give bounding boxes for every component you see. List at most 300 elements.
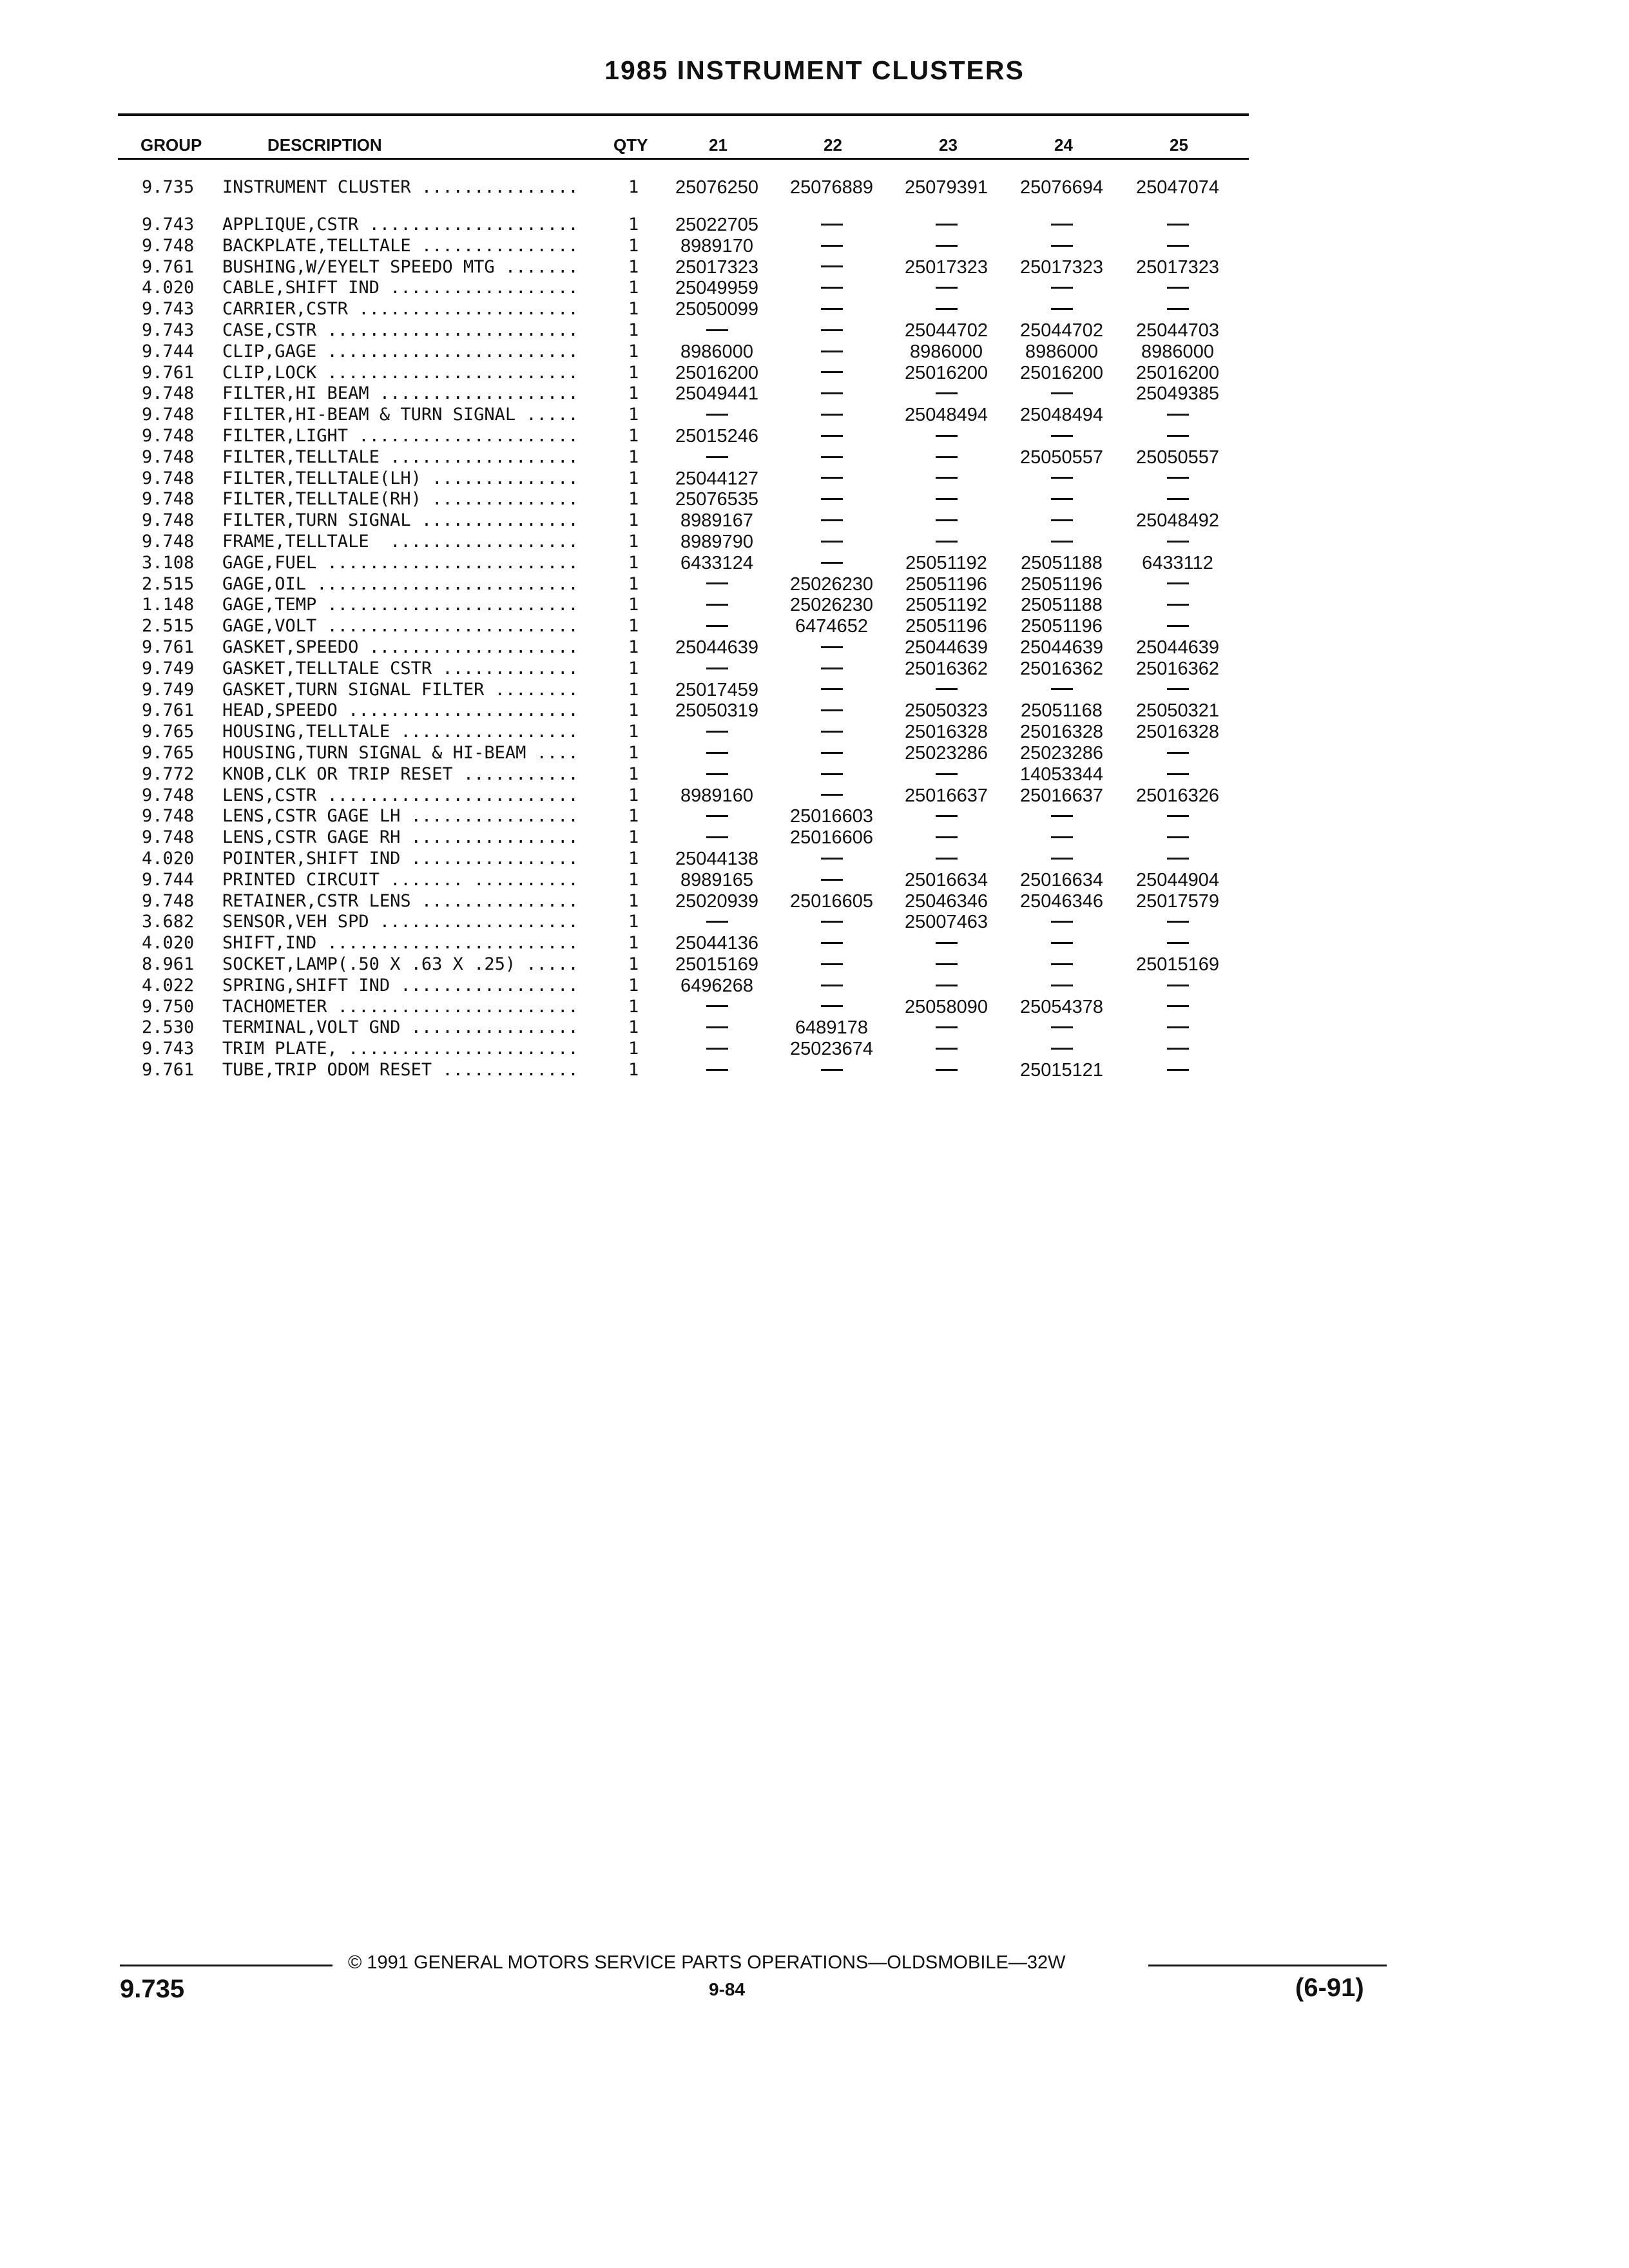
part-col-23 (890, 827, 1003, 848)
row-description: CASE,CSTR ........................ (222, 320, 579, 340)
row-description: PRINTED CIRCUIT ....... .......... (222, 869, 579, 890)
row-description: GASKET,TELLTALE CSTR ............. (222, 658, 579, 678)
no-part-dash (936, 456, 958, 458)
no-part-dash (706, 668, 728, 669)
part-col-24: 25023286 (1019, 743, 1104, 764)
no-part-dash (936, 1026, 958, 1028)
row-group: 9.749 (142, 679, 195, 700)
part-col-21: 8989170 (680, 235, 753, 256)
row-qty: 1 (628, 912, 639, 932)
part-col-23 (890, 383, 1003, 404)
part-col-25: 25016200 (1135, 362, 1220, 383)
part-col-24: 25050557 (1019, 447, 1104, 468)
part-col-25 (1121, 1039, 1234, 1059)
no-part-dash (936, 541, 958, 543)
row-group: 9.743 (142, 1039, 195, 1059)
part-col-21: 25022705 (675, 215, 759, 235)
part-col-21: 6433124 (680, 552, 753, 573)
part-col-25 (1121, 299, 1234, 320)
part-col-21: 25044138 (675, 849, 759, 869)
row-description: CLIP,LOCK ........................ (222, 362, 579, 383)
part-col-25: 25016362 (1135, 658, 1220, 679)
row-group: 4.020 (142, 849, 195, 869)
row-qty: 1 (628, 468, 639, 488)
col-header-description: DESCRIPTION (267, 135, 382, 155)
row-description: HEAD,SPEEDO ...................... (222, 700, 579, 721)
part-col-23: 25016200 (904, 362, 988, 383)
page-title: 1985 INSTRUMENT CLUSTERS (604, 55, 1025, 85)
no-part-dash (821, 858, 843, 860)
part-col-24: 25044702 (1019, 320, 1104, 341)
part-col-23 (890, 215, 1003, 235)
part-col-22: 6474652 (795, 616, 868, 637)
part-col-24: 25016200 (1019, 362, 1104, 383)
no-part-dash (821, 709, 843, 711)
no-part-dash (936, 477, 958, 479)
part-col-21 (660, 806, 773, 827)
part-col-22 (775, 447, 888, 468)
row-description: FILTER,TELLTALE(LH) .............. (222, 468, 579, 488)
no-part-dash (1051, 392, 1073, 394)
row-qty: 1 (628, 383, 639, 404)
row-qty: 1 (628, 700, 639, 721)
part-col-25 (1121, 278, 1234, 298)
row-description: FILTER,HI-BEAM & TURN SIGNAL ..... (222, 405, 579, 425)
part-col-23 (890, 532, 1003, 552)
no-part-dash (706, 456, 728, 458)
no-part-dash (1167, 1005, 1189, 1007)
col-header-group: GROUP (140, 135, 202, 155)
row-group: 9.743 (142, 299, 195, 320)
part-col-25: 25044904 (1135, 869, 1220, 890)
no-part-dash (821, 879, 843, 881)
part-col-25 (1121, 975, 1234, 996)
col-header-22: 22 (824, 135, 842, 155)
row-description: POINTER,SHIFT IND ................ (222, 849, 579, 869)
row-group: 9.761 (142, 362, 195, 383)
row-group: 3.108 (142, 552, 195, 573)
row-qty: 1 (628, 996, 639, 1017)
part-col-22: 25026230 (789, 573, 874, 595)
part-col-23: 25051196 (905, 573, 987, 595)
part-col-21 (660, 616, 773, 637)
no-part-dash (1051, 942, 1073, 944)
no-part-dash (1167, 435, 1189, 437)
footer-group-number: 9.735 (120, 1975, 185, 2003)
no-part-dash (1167, 858, 1189, 860)
part-col-24: 25051196 (1021, 573, 1103, 595)
part-col-23: 25058090 (904, 996, 988, 1017)
row-description: RETAINER,CSTR LENS ............... (222, 890, 579, 911)
row-qty: 1 (628, 616, 639, 637)
no-part-dash (1167, 942, 1189, 944)
part-col-23 (890, 933, 1003, 954)
row-group: 3.682 (142, 912, 195, 932)
part-col-25 (1121, 215, 1234, 235)
no-part-dash (706, 836, 728, 838)
part-col-22 (775, 680, 888, 700)
row-qty: 1 (628, 405, 639, 425)
part-col-24: 25076694 (1019, 177, 1104, 198)
no-part-dash (936, 773, 958, 775)
no-part-dash (1051, 688, 1073, 690)
part-col-23 (890, 764, 1003, 785)
part-col-25: 25047074 (1135, 177, 1220, 198)
no-part-dash (936, 1069, 958, 1071)
part-col-21: 8989167 (680, 510, 753, 532)
row-group: 2.515 (142, 573, 195, 594)
part-col-25 (1121, 764, 1234, 785)
no-part-dash (936, 224, 958, 226)
part-col-23 (890, 954, 1003, 975)
part-col-25: 25017323 (1135, 256, 1220, 278)
part-col-24 (1005, 215, 1118, 235)
row-description: HOUSING,TELLTALE ................. (222, 722, 579, 742)
part-col-24 (1005, 426, 1118, 447)
row-group: 4.022 (142, 975, 195, 995)
no-part-dash (1051, 308, 1073, 310)
part-col-22 (775, 426, 888, 447)
row-group: 9.748 (142, 827, 195, 848)
no-part-dash (1051, 519, 1073, 521)
part-col-25: 25050321 (1135, 700, 1220, 722)
no-part-dash (1167, 541, 1189, 543)
part-col-24: 25016634 (1019, 869, 1104, 890)
no-part-dash (821, 773, 843, 775)
row-group: 9.748 (142, 405, 195, 425)
no-part-dash (821, 498, 843, 500)
part-col-24 (1005, 912, 1118, 932)
part-col-22 (775, 553, 888, 573)
part-col-25: 25044703 (1135, 320, 1220, 341)
row-qty: 1 (628, 869, 639, 890)
part-col-23 (890, 1017, 1003, 1038)
part-col-22 (775, 257, 888, 278)
part-col-25: 25015169 (1135, 954, 1220, 975)
part-col-21 (660, 405, 773, 425)
part-col-24 (1005, 849, 1118, 869)
row-qty: 1 (628, 1060, 639, 1080)
part-col-23: 25044702 (904, 320, 988, 341)
row-group: 4.020 (142, 278, 195, 298)
row-group: 9.748 (142, 426, 195, 446)
footer-rule-right (1148, 1965, 1387, 1966)
part-col-23 (890, 236, 1003, 256)
part-col-23: 25048494 (904, 405, 988, 426)
no-part-dash (706, 329, 728, 331)
row-qty: 1 (628, 679, 639, 700)
part-col-25 (1121, 743, 1234, 764)
no-part-dash (821, 942, 843, 944)
part-col-25: 25017579 (1135, 890, 1220, 912)
part-col-23: 25050323 (904, 700, 988, 722)
no-part-dash (821, 287, 843, 289)
no-part-dash (1167, 688, 1189, 690)
part-col-22 (775, 1060, 888, 1081)
row-qty: 1 (628, 722, 639, 742)
part-col-21 (660, 743, 773, 764)
part-col-22 (775, 383, 888, 404)
row-description: SENSOR,VEH SPD ................... (222, 912, 579, 932)
row-qty: 1 (628, 890, 639, 911)
no-part-dash (821, 752, 843, 754)
row-qty: 1 (628, 341, 639, 361)
part-col-23 (890, 510, 1003, 531)
part-col-24: 25051196 (1021, 616, 1103, 637)
part-col-23 (890, 849, 1003, 869)
part-col-21: 25076535 (675, 489, 759, 510)
no-part-dash (1051, 435, 1073, 437)
no-part-dash (821, 688, 843, 690)
row-qty: 1 (628, 806, 639, 827)
row-qty: 1 (628, 637, 639, 657)
no-part-dash (821, 245, 843, 247)
no-part-dash (1167, 836, 1189, 838)
part-col-24: 25016328 (1019, 722, 1104, 743)
part-col-24: 25051188 (1021, 595, 1103, 616)
no-part-dash (936, 392, 958, 394)
part-col-25: 25016326 (1135, 785, 1220, 806)
part-col-22 (775, 722, 888, 742)
row-description: GAGE,FUEL ........................ (222, 552, 579, 573)
no-part-dash (1167, 1026, 1189, 1028)
col-header-24: 24 (1054, 135, 1073, 155)
no-part-dash (1167, 582, 1189, 584)
no-part-dash (1167, 1069, 1189, 1071)
part-col-25 (1121, 574, 1234, 595)
row-group: 9.748 (142, 806, 195, 827)
no-part-dash (706, 1005, 728, 1007)
row-qty: 1 (628, 827, 639, 848)
row-description: SOCKET,LAMP(.50 X .63 X .25) ..... (222, 954, 579, 974)
no-part-dash (706, 815, 728, 817)
row-description: FILTER,LIGHT ..................... (222, 426, 579, 446)
part-col-21 (660, 722, 773, 742)
part-col-21: 25049959 (675, 278, 759, 299)
no-part-dash (936, 858, 958, 860)
part-col-21: 25050319 (675, 700, 759, 722)
row-description: CARRIER,CSTR ..................... (222, 299, 579, 320)
no-part-dash (1167, 625, 1189, 627)
row-description: LENS,CSTR ........................ (222, 785, 579, 805)
no-part-dash (936, 287, 958, 289)
part-col-21 (660, 595, 773, 615)
part-col-21 (660, 658, 773, 679)
no-part-dash (821, 351, 843, 352)
row-group: 9.761 (142, 637, 195, 657)
no-part-dash (1167, 498, 1189, 500)
row-qty: 1 (628, 658, 639, 678)
part-col-24 (1005, 236, 1118, 256)
part-col-24 (1005, 933, 1118, 954)
row-group: 2.515 (142, 616, 195, 637)
row-group: 9.748 (142, 235, 195, 256)
part-col-23: 25051192 (905, 552, 987, 573)
part-col-25 (1121, 912, 1234, 932)
no-part-dash (936, 963, 958, 965)
no-part-dash (936, 308, 958, 310)
part-col-21 (660, 1060, 773, 1081)
no-part-dash (821, 265, 843, 267)
row-group: 9.744 (142, 341, 195, 361)
no-part-dash (1167, 224, 1189, 226)
part-col-21: 8989790 (680, 532, 753, 552)
part-col-21 (660, 827, 773, 848)
no-part-dash (821, 224, 843, 226)
part-col-22 (775, 997, 888, 1017)
part-col-22 (775, 785, 888, 806)
no-part-dash (1051, 963, 1073, 965)
part-col-22 (775, 215, 888, 235)
part-col-25 (1121, 849, 1234, 869)
part-col-25 (1121, 806, 1234, 827)
no-part-dash (821, 646, 843, 648)
row-description: TACHOMETER ....................... (222, 996, 579, 1017)
part-col-21 (660, 574, 773, 595)
row-qty: 1 (628, 510, 639, 531)
row-group: 1.148 (142, 595, 195, 615)
part-col-25 (1121, 236, 1234, 256)
row-qty: 1 (628, 235, 639, 256)
row-qty: 1 (628, 573, 639, 594)
part-col-22 (775, 764, 888, 785)
header-top-rule (118, 113, 1249, 116)
part-col-23 (890, 1060, 1003, 1081)
row-description: FRAME,TELLTALE .................. (222, 532, 579, 552)
row-group: 9.772 (142, 764, 195, 784)
part-col-24: 25051188 (1021, 552, 1103, 573)
no-part-dash (936, 498, 958, 500)
part-col-24 (1005, 680, 1118, 700)
row-qty: 1 (628, 362, 639, 383)
no-part-dash (1051, 224, 1073, 226)
part-col-22: 25016605 (789, 890, 874, 912)
no-part-dash (821, 963, 843, 965)
no-part-dash (1051, 1048, 1073, 1050)
row-group: 9.761 (142, 256, 195, 277)
part-col-22 (775, 637, 888, 658)
part-col-22: 25076889 (789, 177, 874, 198)
row-description: CABLE,SHIFT IND .................. (222, 278, 579, 298)
row-group: 9.761 (142, 700, 195, 721)
part-col-21: 25076250 (675, 177, 759, 198)
row-group: 9.765 (142, 722, 195, 742)
part-col-24 (1005, 468, 1118, 489)
part-col-23: 25017323 (904, 256, 988, 278)
part-col-21: 25020939 (675, 890, 759, 912)
row-group: 9.748 (142, 447, 195, 467)
row-group: 9.749 (142, 658, 195, 678)
row-qty: 1 (628, 320, 639, 340)
row-qty: 1 (628, 177, 639, 197)
part-col-22: 25026230 (789, 595, 874, 616)
part-col-24: 25051168 (1021, 700, 1103, 722)
part-col-23: 25046346 (904, 890, 988, 912)
no-part-dash (1051, 287, 1073, 289)
part-col-23: 25016328 (904, 722, 988, 743)
footer-rule-left (120, 1965, 333, 1966)
part-col-22 (775, 532, 888, 552)
row-group: 9.743 (142, 215, 195, 235)
row-group: 9.735 (142, 177, 195, 197)
part-col-23 (890, 426, 1003, 447)
part-col-24 (1005, 532, 1118, 552)
row-qty: 1 (628, 1017, 639, 1038)
no-part-dash (821, 1005, 843, 1007)
part-col-23 (890, 447, 1003, 468)
part-col-23 (890, 278, 1003, 298)
no-part-dash (1167, 414, 1189, 416)
part-col-22: 6489178 (795, 1017, 868, 1039)
row-description: HOUSING,TURN SIGNAL & HI-BEAM .... (222, 743, 579, 763)
part-col-25: 25048492 (1135, 510, 1220, 532)
part-col-21: 25044136 (675, 933, 759, 954)
no-part-dash (1167, 287, 1189, 289)
col-header-25: 25 (1170, 135, 1188, 155)
no-part-dash (706, 1048, 728, 1050)
row-description: FILTER,TELLTALE .................. (222, 447, 579, 467)
row-description: FILTER,HI BEAM ................... (222, 383, 579, 404)
row-description: TERMINAL,VOLT GND ................ (222, 1017, 579, 1038)
part-col-24: 25054378 (1019, 996, 1104, 1017)
no-part-dash (706, 731, 728, 733)
part-col-22: 25016603 (789, 806, 874, 827)
part-col-22 (775, 510, 888, 531)
part-col-21: 25049441 (675, 383, 759, 405)
part-col-23: 25016634 (904, 869, 988, 890)
row-description: APPLIQUE,CSTR .................... (222, 215, 579, 235)
row-group: 8.961 (142, 954, 195, 974)
row-qty: 1 (628, 975, 639, 995)
part-col-25: 25049385 (1135, 383, 1220, 405)
no-part-dash (821, 414, 843, 416)
part-col-25 (1121, 680, 1234, 700)
no-part-dash (821, 985, 843, 986)
part-col-22 (775, 849, 888, 869)
part-col-21: 25015246 (675, 426, 759, 447)
part-col-22 (775, 299, 888, 320)
no-part-dash (821, 392, 843, 394)
no-part-dash (1051, 498, 1073, 500)
no-part-dash (1167, 1048, 1189, 1050)
part-col-25: 25044639 (1135, 637, 1220, 658)
row-description: TUBE,TRIP ODOM RESET ............. (222, 1060, 579, 1080)
part-col-22 (775, 405, 888, 425)
row-description: GASKET,SPEEDO .................... (222, 637, 579, 657)
part-col-21 (660, 997, 773, 1017)
part-col-21: 25016200 (675, 362, 759, 383)
row-description: GASKET,TURN SIGNAL FILTER ........ (222, 679, 579, 700)
part-col-22 (775, 341, 888, 362)
part-col-24: 25015121 (1019, 1060, 1104, 1081)
no-part-dash (936, 836, 958, 838)
part-col-21 (660, 1017, 773, 1038)
row-qty: 1 (628, 489, 639, 510)
part-col-22: 25016606 (789, 827, 874, 849)
no-part-dash (1051, 245, 1073, 247)
row-description: TRIM PLATE, ...................... (222, 1039, 579, 1059)
row-qty: 1 (628, 552, 639, 573)
part-col-25 (1121, 827, 1234, 848)
part-col-22 (775, 870, 888, 890)
row-qty: 1 (628, 532, 639, 552)
row-qty: 1 (628, 1039, 639, 1059)
part-col-21: 25044127 (675, 468, 759, 489)
part-col-22 (775, 320, 888, 341)
part-col-25: 25016328 (1135, 722, 1220, 743)
row-description: GAGE,OIL ......................... (222, 573, 579, 594)
part-col-22 (775, 468, 888, 489)
